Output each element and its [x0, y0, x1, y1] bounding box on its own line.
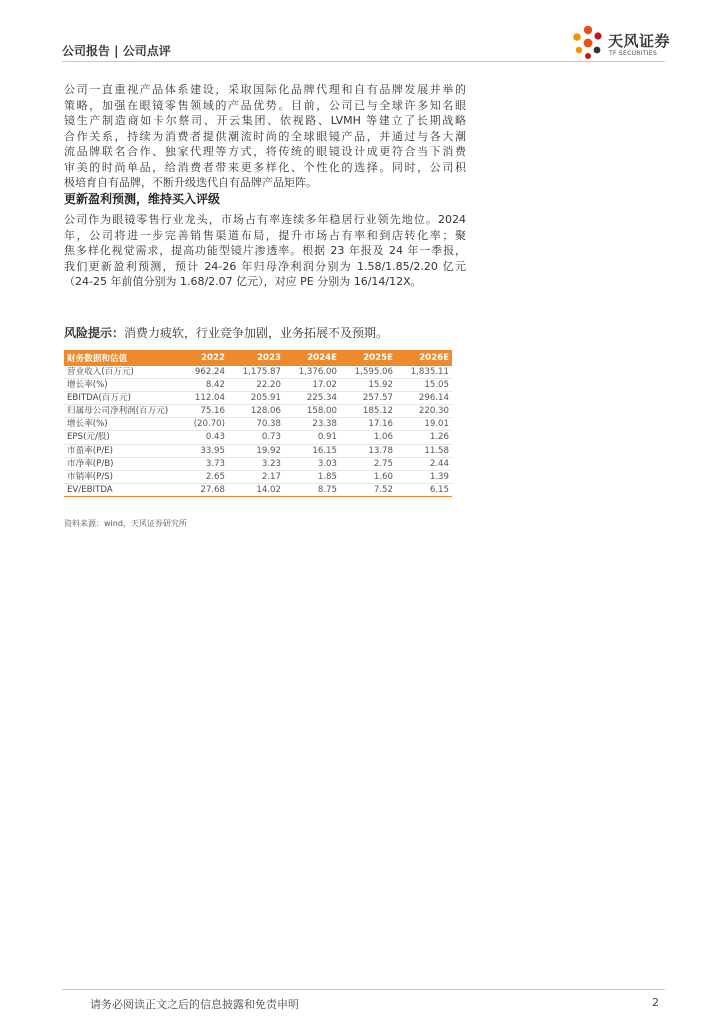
value-cell: 205.91: [228, 392, 284, 405]
table-body: [64, 366, 452, 496]
footer-divider: [62, 989, 665, 990]
row-label-cell: 增长率(%): [64, 418, 176, 431]
paragraph-line: 审美的时尚单品，给消费者带来更多样化、个性化的选择。同时，公司积: [64, 160, 466, 174]
row-label-cell: 市净率(P/B): [64, 457, 176, 470]
row-label-cell: EBITDA(百万元): [64, 392, 176, 405]
value-cell: 185.12: [340, 405, 396, 418]
company-logo: [570, 24, 670, 62]
value-cell: 11.58: [396, 444, 452, 457]
table-header-cell: 财务数据和估值: [64, 350, 176, 366]
paragraph-line: 镜生产制造商如卡尔蔡司、开云集团、依视路、LVMH 等建立了长期战略: [64, 114, 466, 127]
tf-securities-logo-icon: [570, 24, 606, 62]
value-cell: 75.16: [176, 405, 228, 418]
table-row: [64, 392, 452, 405]
value-cell: 0.91: [284, 431, 340, 444]
row-label-cell: 增长率(%): [64, 379, 176, 392]
value-cell: 158.00: [284, 405, 340, 418]
paragraph-line: 公司一直重视产品体系建设，采取国际化品牌代理和自有品牌发展并举的: [64, 83, 466, 96]
value-cell: 17.16: [340, 418, 396, 431]
table-row: [64, 418, 452, 431]
row-label-cell: 市销率(P/S): [64, 470, 176, 483]
value-cell: 1,835.11: [396, 366, 452, 379]
value-cell: 13.78: [340, 444, 396, 457]
table-row: [64, 457, 452, 470]
table-row: [64, 444, 452, 457]
report-type-title: 公司报告 | 公司点评: [62, 44, 171, 58]
table-row: [64, 470, 452, 483]
disclaimer-notice: 请务必阅读正文之后的信息披露和免责申明: [90, 998, 299, 1011]
header-divider: [62, 61, 665, 62]
value-cell: 962.24: [176, 366, 228, 379]
paragraph-line: 极培育自有品牌，不断升级迭代自有品牌产品矩阵。: [64, 176, 317, 189]
table-header-cell: 2022: [176, 350, 228, 366]
paragraph-product-strategy: [64, 82, 466, 191]
value-cell: 220.30: [396, 405, 452, 418]
value-cell: 16.15: [284, 444, 340, 457]
table-row: [64, 483, 452, 496]
financial-data-table: [64, 350, 452, 497]
value-cell: 8.75: [284, 483, 340, 496]
paragraph-line: 合作关系，持续为消费者提供潮流时尚的全球眼镜产品，并通过与各大潮: [64, 129, 466, 143]
logo-english-text: TF SECURITIES: [609, 50, 658, 57]
value-cell: 225.34: [284, 392, 340, 405]
value-cell: 1.60: [340, 470, 396, 483]
value-cell: 7.52: [340, 483, 396, 496]
value-cell: 128.06: [228, 405, 284, 418]
paragraph-line: 焦多样化视觉需求，提高功能型镜片渗透率。根据 23 年报及 24 年一季报，: [64, 244, 466, 257]
value-cell: 33.95: [176, 444, 228, 457]
table-row: [64, 405, 452, 418]
paragraph-line: 我们更新盈利预测，预计 24-26 年归母净利润分别为 1.58/1.85/2.20 亿元: [64, 259, 466, 273]
table-header-cell: 2026E: [396, 350, 452, 366]
section-heading: 更新盈利预测，维持买入评级: [64, 192, 221, 206]
paragraph-line: 年，公司将进一步完善销售渠道布局，提升市场占有率和到店转化率；聚: [64, 228, 466, 242]
table-row: [64, 431, 452, 444]
page-number: 2: [652, 996, 659, 1009]
paragraph-line: 流品牌联名合作、独家代理等方式，将传统的眼镜设计成更符合当下消费: [64, 145, 466, 158]
value-cell: 19.01: [396, 418, 452, 431]
paragraph-earnings-forecast: [64, 212, 466, 290]
value-cell: 15.92: [340, 379, 396, 392]
paragraph-line: 策略，加强在眼镜零售领域的产品优势。目前，公司已与全球许多知名眼: [64, 98, 466, 112]
value-cell: 1,376.00: [284, 366, 340, 379]
value-cell: 23.38: [284, 418, 340, 431]
value-cell: 1,595.06: [340, 366, 396, 379]
table-header-cell: 2023: [228, 350, 284, 366]
value-cell: 2.75: [340, 457, 396, 470]
table-row: [64, 379, 452, 392]
value-cell: 2.65: [176, 470, 228, 483]
value-cell: 17.02: [284, 379, 340, 392]
data-source-note: 资料来源：wind，天风证券研究所: [64, 519, 187, 528]
value-cell: 0.43: [176, 431, 228, 444]
table-header-cell: 2025E: [340, 350, 396, 366]
row-label-cell: EV/EBITDA: [64, 483, 176, 496]
table-header-cell: 2024E: [284, 350, 340, 366]
value-cell: 22.20: [228, 379, 284, 392]
value-cell: (20.70): [176, 418, 228, 431]
paragraph-line: （24-25 年前值分别为 1.68/2.07 亿元），对应 PE 分别为 16/14/12X。: [64, 275, 422, 288]
value-cell: 1.06: [340, 431, 396, 444]
value-cell: 1.85: [284, 470, 340, 483]
value-cell: 1,175.87: [228, 366, 284, 379]
row-label-cell: EPS(元/股): [64, 431, 176, 444]
value-cell: 8.42: [176, 379, 228, 392]
logo-chinese-text: 天风证券: [608, 32, 671, 50]
value-cell: 112.04: [176, 392, 228, 405]
value-cell: 6.15: [396, 483, 452, 496]
value-cell: 27.68: [176, 483, 228, 496]
paragraph-line: 公司作为眼镜零售行业龙头，市场占有率连续多年稳居行业领先地位。2024: [64, 213, 466, 226]
value-cell: 70.38: [228, 418, 284, 431]
value-cell: 15.05: [396, 379, 452, 392]
value-cell: 3.23: [228, 457, 284, 470]
risk-warning: [64, 324, 388, 341]
value-cell: 3.73: [176, 457, 228, 470]
value-cell: 1.39: [396, 470, 452, 483]
table-header-row: [64, 350, 452, 366]
value-cell: 257.57: [340, 392, 396, 405]
value-cell: 14.02: [228, 483, 284, 496]
row-label-cell: 归属母公司净利润(百万元): [64, 405, 176, 418]
value-cell: 19.92: [228, 444, 284, 457]
value-cell: 0.73: [228, 431, 284, 444]
value-cell: 3.03: [284, 457, 340, 470]
row-label-cell: 市盈率(P/E): [64, 444, 176, 457]
table-row: [64, 366, 452, 379]
risk-warning-text: 消费力疲软，行业竞争加剧，业务拓展不及预期。: [124, 326, 389, 340]
value-cell: 2.17: [228, 470, 284, 483]
value-cell: 1.26: [396, 431, 452, 444]
value-cell: 296.14: [396, 392, 452, 405]
value-cell: 2.44: [396, 457, 452, 470]
risk-warning-label: 风险提示：: [64, 326, 125, 340]
row-label-cell: 营业收入(百万元): [64, 366, 176, 379]
